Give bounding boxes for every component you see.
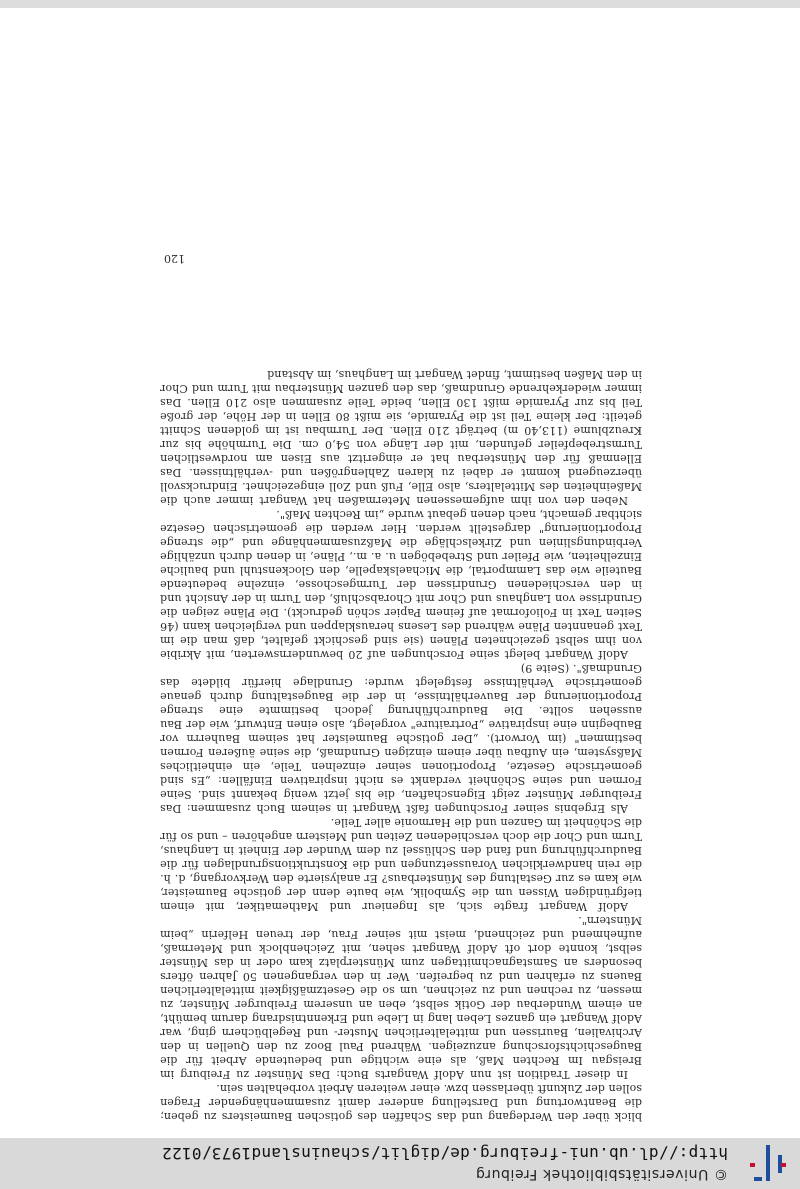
footer-bar (0, 0, 800, 8)
paragraph: Adolf Wangart fragte sich, als Ingenieur und Mathematiker, mit einem tiefgründigen Wissen um die Symbolik, wie baute denn der gotische Baumeister, wie kam es zur Gestaltung des Münsterbaus? Er analysierte den Werkvorgang, d. h. die rein handwerklichen Voraussetzungen und die Konstruktionsgrundlagen für die Baudurchführung und fand den Schlüssel zu dem Wunder der Einheit in Langhaus, Turm und Chor die doch verschiedenen Zeiten und Meistern angehören – und so für die Schönheit im Ganzen und die Harmonie aller Teile. (160, 816, 642, 913)
university-library-logo-icon (748, 1143, 788, 1183)
paragraph: Adolf Wangart belegt seine Forschungen auf 20 bewundernswerten, mit Akribie von ihm selbst gezeichneten Plänen (sie sind geschickt gefaltet, daß man die im Text genannten Pläne während des Lesens herausklappen und vergleichen kann (46 Seiten Text in Folioformat auf feinem Papier schön gedruckt). Die Pläne zeigen die Grundrisse von Langhaus und Chor mit Chorabschluß, den Turm in der Ansicht und in den verschiedenen Grundrissen der Turmgeschosse, einzelne bedeutende Bauteile wie das Lammportal, die Michaelskapelle, den Glockenstuhl und bauliche Einzelheiten, wie Pfeiler und Strebebögen u. a. m., Pläne, in denen durch unzählige Verbindungslinien und Zirkelschläge die Maßzusammenhänge und „die strenge Proportionierung" dargestellt werden. Hier werden die geometrischen Gesetze sichtbar gemacht, nach denen gebaut wurde „im Rechten Maß". (160, 508, 642, 661)
source-url[interactable]: http://dl.ub.uni-freiburg.de/diglit/schauinsland1973/0122 (161, 1144, 728, 1163)
header-bar (0, 1138, 800, 1189)
page-number: 120 (164, 252, 185, 265)
paragraph: Neben den von ihm aufgemessenen Metermaßen hat Wangart immer auch die Maßeinheiten des Mittelalters, also Elle, Fuß und Zoll eingezeichnet. Eindrucksvoll überzeugend kommt er dabei zu klaren Zahlengrößen und -verhältnissen. Das Ellenmaß für den Münsterbau hat er eingeritzt aus Eisen am nordwestlichen Turmstrebepfeiler gefunden, mit der Länge von 54,0 cm. Die Turmhöhe bis zur Kreuzblume (113,40 m) beträgt 210 Ellen. Der Turmbau ist im goldenen Schnitt geteilt: Der kleine Teil ist die Pyramide, sie mißt 80 Ellen in der Höhe, der große Teil bis zur Pyramide mißt 130 Ellen, beide Teile zusammen also 210 Ellen. Das immer wiederkehrende Grundmaß, das den ganzen Münsterbau mit Turm und Chor in den Maßen bestimmt, findet Wangart im Langhaus, im Abstand (160, 368, 642, 507)
copyright-notice: © Universitätsbibliothek Freiburg (475, 1166, 728, 1182)
book-text (160, 367, 642, 1123)
paragraph: blick über den Werdegang und das Schaffen des gotischen Baumeisters zu geben; die Beantwortung und Darstellung anderer damit zusammenhängender Fragen sollen der Zukunft überlassen bzw. einer weiteren Arbeit vorbehalten sein. (160, 1082, 642, 1123)
paragraph: In dieser Tradition ist nun Adolf Wangarts Buch: Das Münster zu Freiburg im Breisgau Im Rechten Maß, als eine wichtige und bedeutende Arbeit für die Baugeschichtsforschung anzuzeigen. Während Paul Booz zu den Quellen in den Archivalien, Baurissen und mittelalterlichen Muster- und Regelbüchern ging, war Adolf Wangart ein ganzes Leben lang in Liebe und Erkenntnisdrang darum bemüht, an einem Wunderbau der Gotik selbst, eben an unserem Freiburger Münster, zu messen, zu rechnen und zu zeichnen, um so die Gesetzmäßigkeit mittelalterlichen Bauens zu erfahren und zu begreifen. Wer in den vergangenen 50 Jahren öfters besonders an Samstagnachmittagen zum Münsterplatz kam oder in das Münster selbst, konnte dort oft Adolf Wangart sehen, mit Zeichenblock und Metermaß, aufnehmend und zeichnend, meist mit seiner Frau, der treuen Helferin „beim Münstern". (160, 914, 642, 1081)
paragraph: Als Ergebnis seiner Forschungen faßt Wangart in seinem Buch zusammen: Das Freiburger Münster zeigt Eigenschaften, die bis jetzt wenig bekannt sind. Seine Formen und seine Schönheit verdankt es nicht inspirativen Einfällen: „Es sind geometrische Gesetze, Proportionen seiner einzelnen Teile, ein einheitliches Maßsystem, ein Aufbau über einem einzigen Grundmaß, die seine äußeren Formen bestimmen" (im Vorwort). „Der gotische Baumeister hat seinem Bauherrn vor Baubeginn eine inspirative „Portraiture" vorgelegt, also einen Entwurf, wie der Bau aussehen sollte. Die Baudurchführung jedoch bestimmte eine strenge Proportionierung der Bauverhältnisse, in der die Baugestaltung durch genaue geometrische Verhältnisse festgelegt wurde: Grundlage hierfür bildete das Grundmaß". (Seite 9) (160, 662, 642, 815)
